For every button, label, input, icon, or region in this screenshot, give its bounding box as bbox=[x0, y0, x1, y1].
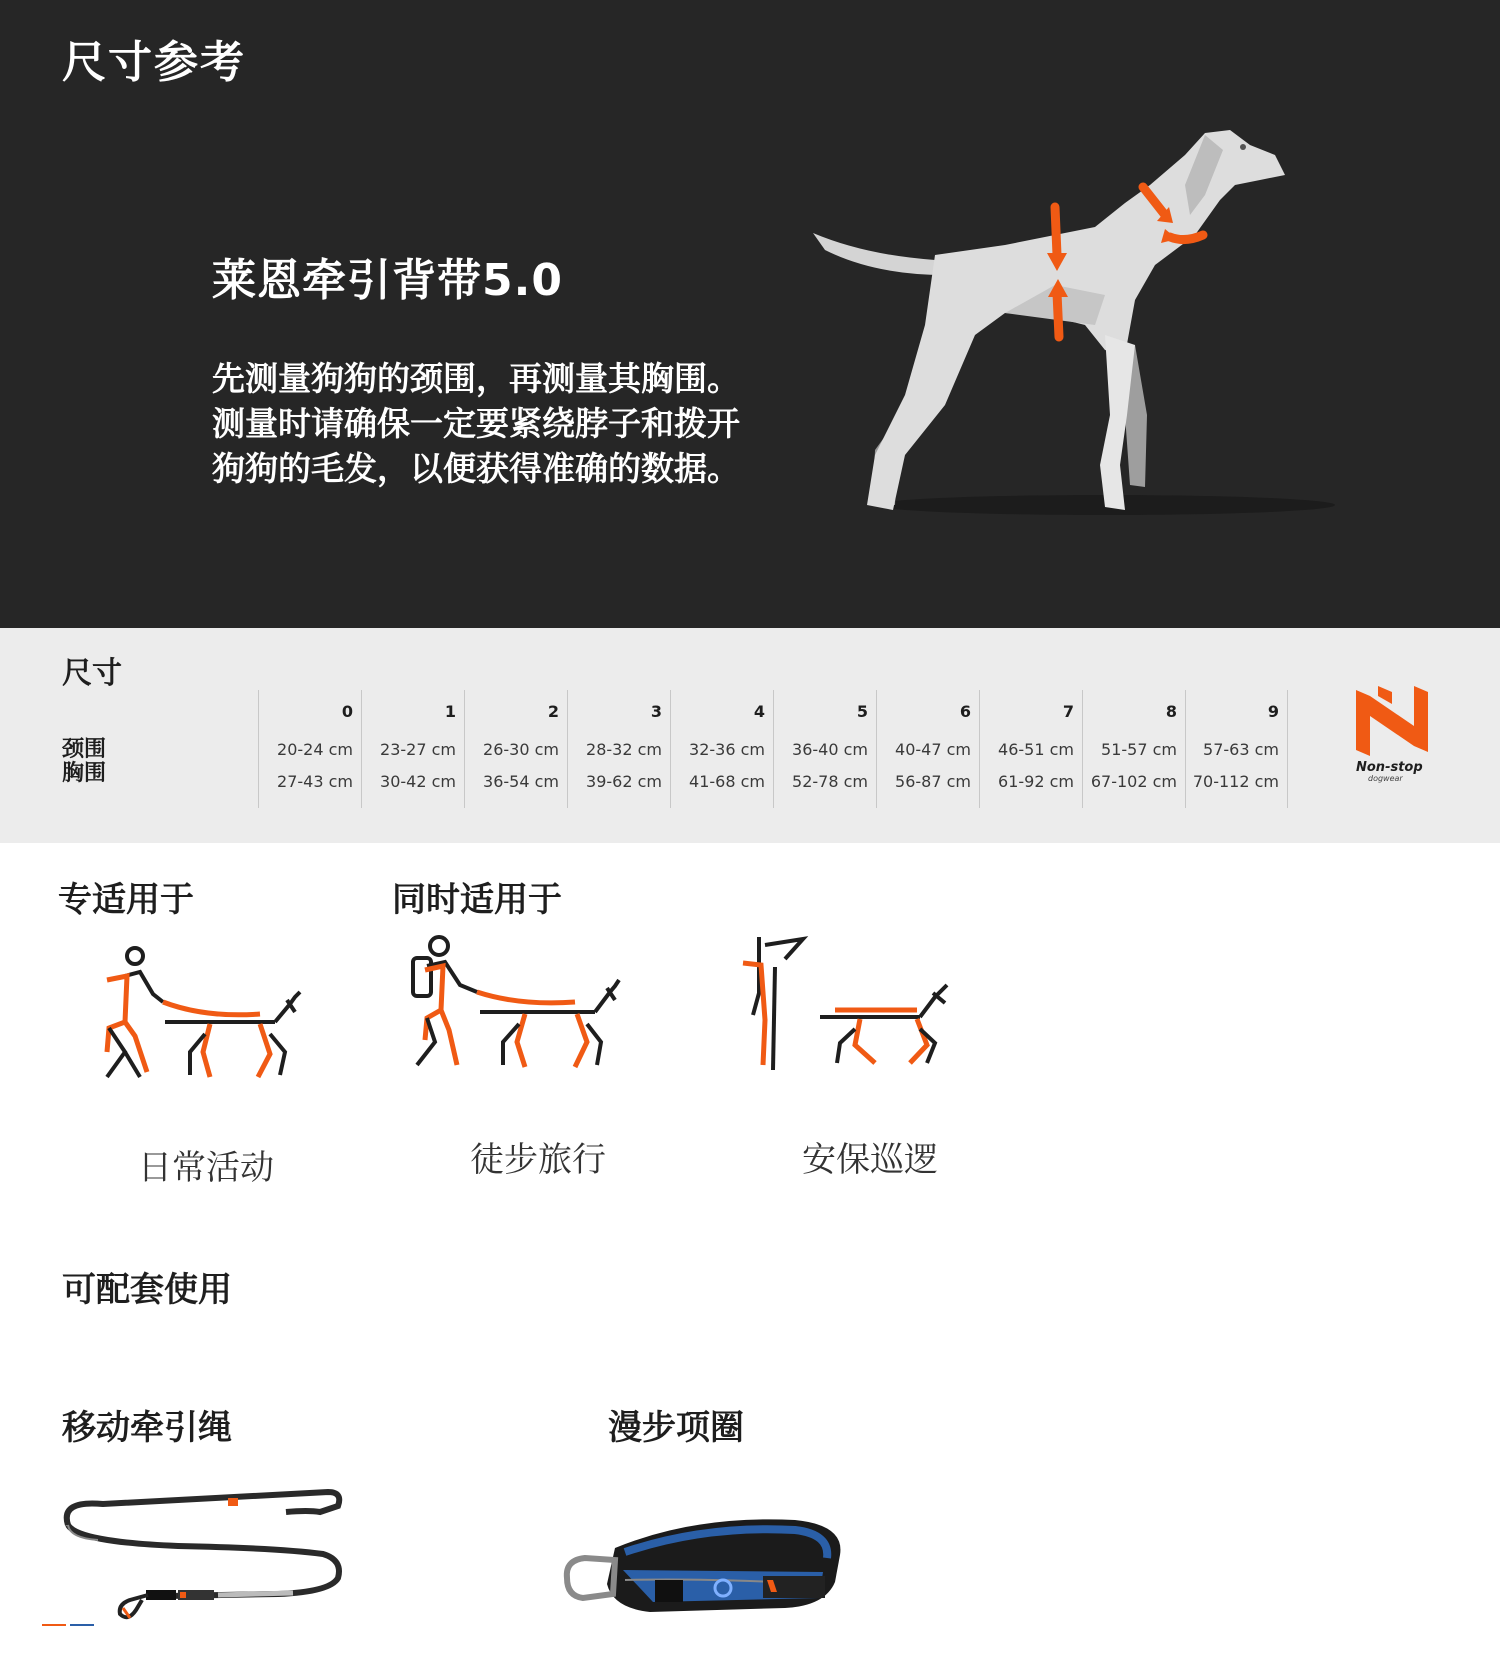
size-number: 0 bbox=[341, 702, 353, 721]
activity-label: 安保巡逻 bbox=[802, 1140, 938, 1180]
size-column bbox=[361, 690, 464, 808]
chest-range: 56-87 cm bbox=[895, 772, 971, 791]
chest-row-label: 胸围 bbox=[62, 761, 107, 786]
neck-row-label: 颈围 bbox=[62, 737, 107, 762]
size-number: 2 bbox=[547, 702, 559, 721]
walking-dog-icon bbox=[95, 942, 310, 1082]
product-name: 莱恩牵引背带5.0 bbox=[212, 255, 563, 306]
patrol-dog-icon bbox=[735, 925, 965, 1070]
neck-range: 23-27 cm bbox=[380, 740, 456, 759]
neck-range: 46-51 cm bbox=[998, 740, 1074, 759]
size-number: 4 bbox=[753, 702, 765, 721]
product-label: 漫步项圈 bbox=[608, 1408, 744, 1448]
size-column bbox=[258, 690, 361, 808]
carousel-indicator[interactable] bbox=[42, 1624, 102, 1628]
size-table bbox=[0, 628, 1500, 843]
size-column bbox=[773, 690, 876, 808]
brand-logo bbox=[1352, 686, 1432, 786]
primary-use-heading: 专适用于 bbox=[58, 880, 194, 920]
size-number: 3 bbox=[650, 702, 662, 721]
secondary-use-heading: 同时适用于 bbox=[392, 880, 562, 920]
brand-subtitle: dogwear bbox=[1368, 774, 1403, 783]
activity-label: 徒步旅行 bbox=[470, 1140, 606, 1180]
neck-range: 28-32 cm bbox=[586, 740, 662, 759]
size-number: 7 bbox=[1062, 702, 1074, 721]
size-column bbox=[1082, 690, 1185, 808]
neck-range: 26-30 cm bbox=[483, 740, 559, 759]
size-table-title: 尺寸 bbox=[62, 656, 122, 691]
size-column bbox=[670, 690, 773, 808]
size-column bbox=[979, 690, 1082, 808]
size-number: 9 bbox=[1267, 702, 1279, 721]
size-column bbox=[567, 690, 670, 808]
brand-name: Non-stop bbox=[1356, 760, 1423, 775]
size-number: 8 bbox=[1165, 702, 1177, 721]
neck-range: 36-40 cm bbox=[792, 740, 868, 759]
chest-range: 41-68 cm bbox=[689, 772, 765, 791]
instruction-line: 测量时请确保一定要紧绕脖子和拨开 bbox=[212, 404, 740, 443]
chest-range: 61-92 cm bbox=[998, 772, 1074, 791]
size-reference-hero bbox=[0, 0, 1500, 628]
collar-icon[interactable] bbox=[555, 1500, 855, 1625]
carousel-dot[interactable] bbox=[70, 1624, 94, 1626]
activity-label: 日常活动 bbox=[138, 1148, 274, 1188]
dog-measurement-icon bbox=[805, 125, 1365, 525]
hiking-dog-icon bbox=[405, 930, 630, 1070]
size-number: 6 bbox=[959, 702, 971, 721]
neck-range: 57-63 cm bbox=[1203, 740, 1279, 759]
chest-range: 39-62 cm bbox=[586, 772, 662, 791]
chest-range: 52-78 cm bbox=[792, 772, 868, 791]
size-number: 5 bbox=[856, 702, 868, 721]
instruction-line: 狗狗的毛发，以便获得准确的数据。 bbox=[212, 449, 740, 488]
leash-icon[interactable] bbox=[58, 1480, 348, 1620]
size-columns bbox=[258, 690, 1288, 808]
non-stop-logo-icon bbox=[1356, 686, 1428, 756]
neck-range: 40-47 cm bbox=[895, 740, 971, 759]
chest-range: 36-54 cm bbox=[483, 772, 559, 791]
instruction-line: 先测量狗狗的颈围，再测量其胸围。 bbox=[212, 359, 740, 398]
chest-range: 30-42 cm bbox=[380, 772, 456, 791]
chest-range: 67-102 cm bbox=[1090, 772, 1177, 791]
neck-range: 20-24 cm bbox=[277, 740, 353, 759]
size-column bbox=[1185, 690, 1288, 808]
chest-range: 27-43 cm bbox=[277, 772, 353, 791]
neck-range: 51-57 cm bbox=[1101, 740, 1177, 759]
measurement-instructions bbox=[212, 356, 852, 491]
size-column bbox=[876, 690, 979, 808]
carousel-dot[interactable] bbox=[42, 1624, 66, 1626]
size-number: 1 bbox=[444, 702, 456, 721]
compatible-products-heading: 可配套使用 bbox=[62, 1270, 232, 1310]
chest-range: 70-112 cm bbox=[1192, 772, 1279, 791]
page-title: 尺寸参考 bbox=[62, 37, 246, 88]
product-label: 移动牵引绳 bbox=[62, 1408, 232, 1448]
size-column bbox=[464, 690, 567, 808]
neck-range: 32-36 cm bbox=[689, 740, 765, 759]
